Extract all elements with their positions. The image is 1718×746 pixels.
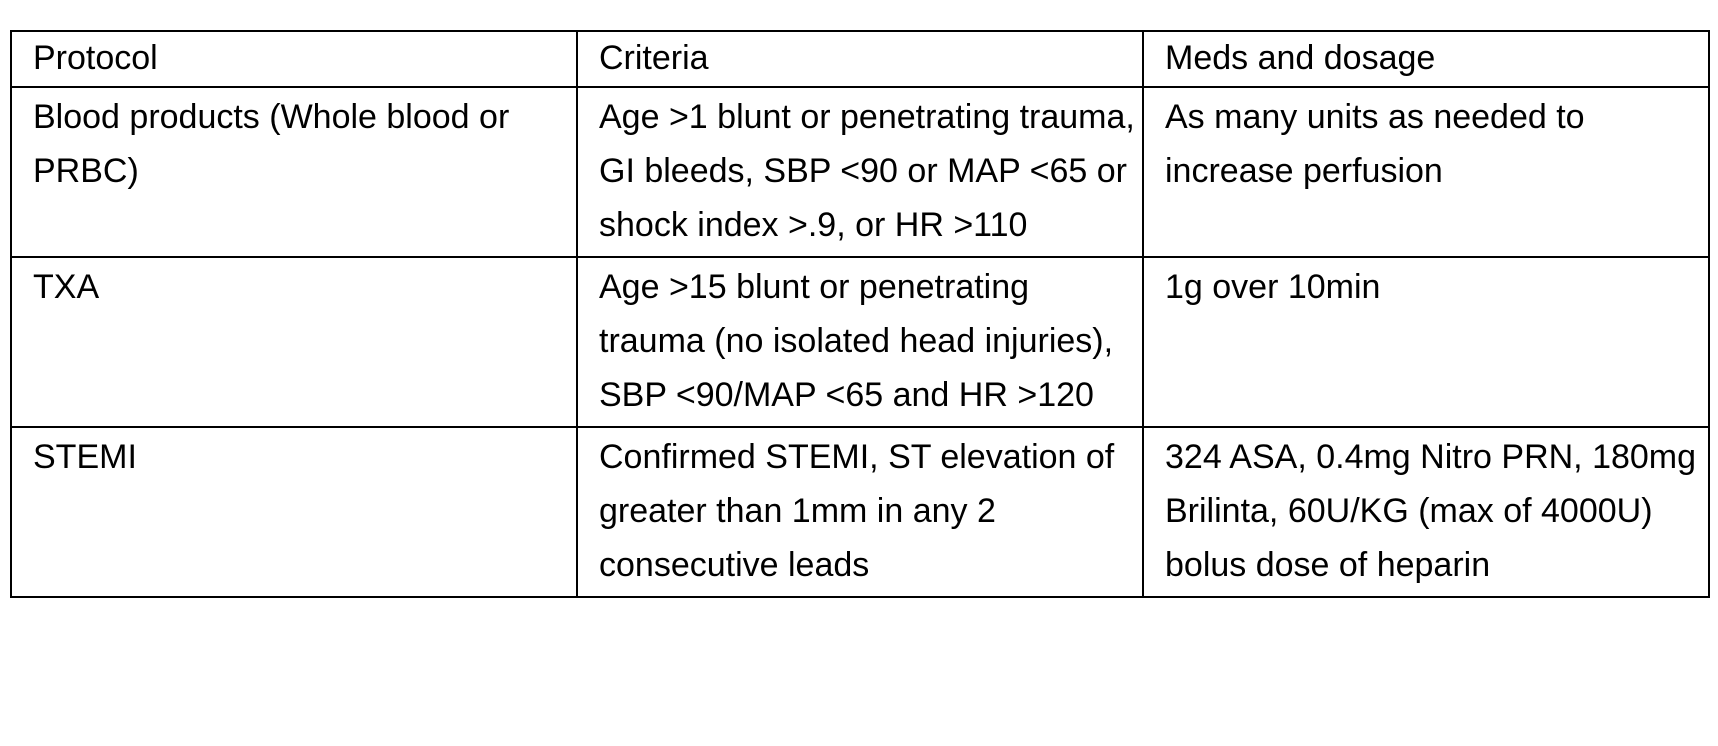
cell-criteria: Age >15 blunt or penetrating trauma (no isolated head injuries), SBP <90/MAP <65 and HR >120 [577,257,1143,427]
cell-criteria: Confirmed STEMI, ST elevation of greater than 1mm in any 2 consecutive leads [577,427,1143,597]
protocol-table [10,30,1710,598]
table-row [11,427,1709,597]
cell-criteria: Age >1 blunt or penetrating trauma, GI bleeds, SBP <90 or MAP <65 or shock index >.9, or HR >110 [577,87,1143,257]
table-row [11,257,1709,427]
cell-protocol: TXA [11,257,577,427]
header-meds-and-dosage: Meds and dosage [1143,31,1709,87]
cell-meds: 1g over 10min [1143,257,1709,427]
header-criteria: Criteria [577,31,1143,87]
cell-meds: As many units as needed to increase perfusion [1143,87,1709,257]
header-protocol: Protocol [11,31,577,87]
table-row [11,87,1709,257]
cell-meds: 324 ASA, 0.4mg Nitro PRN, 180mg Brilinta, 60U/KG (max of 4000U) bolus dose of heparin [1143,427,1709,597]
cell-protocol: STEMI [11,427,577,597]
table-header-row [11,31,1709,87]
cell-protocol: Blood products (Whole blood or PRBC) [11,87,577,257]
